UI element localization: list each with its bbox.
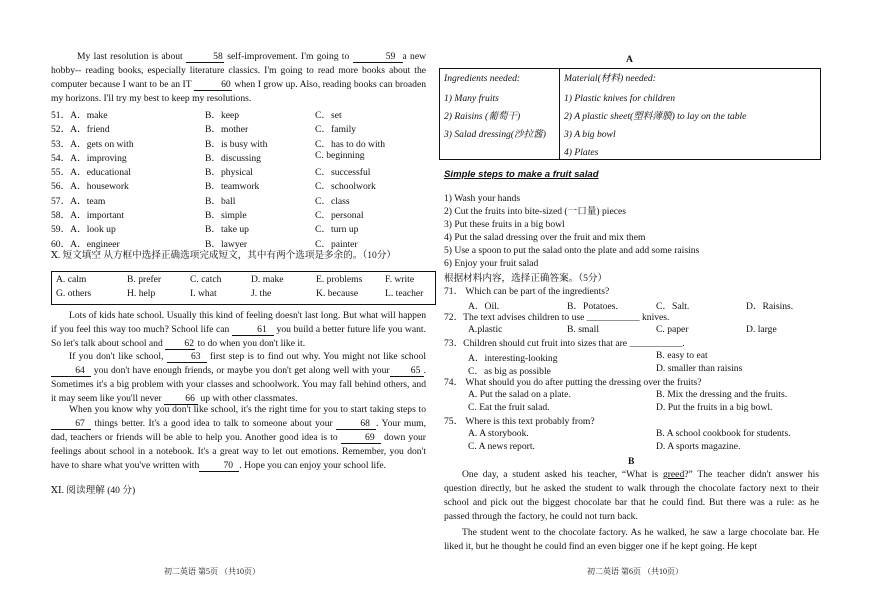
question-71: 71． Which can be part of the ingredients? — [444, 286, 610, 297]
choice-row — [51, 178, 431, 192]
option: C. Eat the fruit salad. — [468, 402, 550, 413]
word-option: F. write — [385, 274, 415, 285]
word-option: K. because — [316, 288, 359, 299]
option: A.plastic — [468, 324, 503, 335]
passage-b-label: B — [628, 456, 635, 467]
choice-c: C．has to do with — [315, 138, 386, 150]
word-option: I. what — [190, 288, 217, 299]
choice-b: B．lawyer — [205, 238, 248, 250]
choice-row — [51, 221, 431, 235]
choice-row — [51, 236, 431, 250]
choice-row — [51, 193, 431, 207]
choice-b: B．discussing — [205, 152, 261, 164]
choice-b: B．take up — [205, 224, 249, 236]
option: D. A sports magazine. — [656, 441, 741, 452]
word-option: E. problems — [316, 274, 363, 285]
passage-a-label: A — [626, 54, 633, 65]
option: B. A school cookbook for students. — [656, 428, 791, 439]
choice-stem: 53．A．gets on with — [51, 138, 134, 150]
step-item: 1) Wash your hands — [444, 193, 521, 204]
word-option: J. the — [251, 288, 272, 299]
blank-64: 64 — [51, 365, 91, 377]
choice-c: C．painter — [315, 238, 358, 250]
choice-b: B．ball — [205, 195, 236, 207]
choice-b: B．is busy with — [205, 138, 268, 150]
choice-stem: 54．A．improving — [51, 152, 127, 164]
section-xi-heading: ⅩⅠ. 阅读理解 (40 分) — [51, 485, 136, 496]
choice-row — [51, 136, 431, 150]
instruction-text: 根据材料内容，选择正确答案。（5分） — [444, 273, 608, 284]
choice-c: C．turn up — [315, 224, 359, 236]
step-item: 2) Cut the fruits into bite-sized (一口量) pieces — [444, 206, 626, 217]
word-option: C. catch — [190, 274, 222, 285]
blank-68: 68 — [336, 418, 376, 430]
option: B. Mix the dressing and the fruits. — [656, 389, 788, 400]
step-item: 6) Enjoy your fruit salad — [444, 258, 539, 269]
blank-67: 67 — [51, 418, 91, 430]
choice-c: C．schoolwork — [315, 181, 376, 193]
blank-59: 59 — [353, 51, 403, 63]
option: B．Potatoes. — [567, 301, 618, 312]
blank-63: 63 — [167, 351, 207, 363]
blank-62: 62 — [165, 338, 195, 350]
option: C. A news report. — [468, 441, 535, 452]
option: A．interesting-looking — [468, 353, 558, 364]
choices-list — [51, 107, 431, 250]
choice-c: C. beginning — [315, 149, 365, 161]
passage-paragraph-2: If you don't like school, 63 first step is to find out why. You might not like school 64 you don't have enough friends, or maybe you don't get along well with your 65 . Sometimes it's a big problem with your classes and schoolwork. You may fall behind others, and it may seem like you'll never 66 up with other classmates. — [51, 351, 426, 404]
blank-61: 61 — [232, 324, 274, 336]
option: D. smaller than raisins — [656, 363, 743, 374]
left-page-footer: 初二英语 第5页 （共10页） — [164, 567, 260, 576]
question-72: 72．The text advises children to use ___________ knives. — [444, 312, 670, 323]
choice-c: C．personal — [315, 210, 364, 222]
choice-stem: 51．A．make — [51, 110, 108, 121]
right-page-footer: 初二英语 第6页 （共10页） — [587, 567, 683, 576]
choice-b: B．physical — [205, 167, 253, 179]
question-74: 74． What should you do after putting the dressing over the fruits? — [444, 377, 702, 388]
option: A. A storybook. — [468, 428, 529, 439]
choice-stem: 59．A．look up — [51, 224, 116, 236]
passage-b-paragraph-1: One day, a student asked his teacher, “What is greed?” The teacher didn't answer his question directly, but he asked the student to walk through the chocolate factory next to their school and pick out the biggest chocolate bar that he could find. But there was a rule: as he passed through the factory, he could not turn back. — [444, 469, 819, 522]
step-item: 5) Use a spoon to put the salad onto the plate and add some raisins — [444, 245, 700, 256]
steps-title: Simple steps to make a fruit salad — [444, 169, 599, 180]
ingredients-header: Ingredients needed: — [444, 73, 521, 84]
choice-b: B．keep — [205, 110, 240, 121]
choice-row — [51, 150, 431, 164]
blank-58: 58 — [186, 51, 224, 63]
option: D. Put the fruits in a big bowl. — [656, 402, 773, 413]
word-option: H. help — [127, 288, 156, 299]
material-item: 1) Plastic knives for children — [564, 93, 676, 104]
option: A. Put the salad on a plate. — [468, 389, 571, 400]
passage-paragraph-1: Lots of kids hate school. Usually this kind of feeling doesn't last long. But what will happen if you feel this way too much? School life can 61 you build a better future life you want. So let's talk about school and 62 to do when you don't like it. — [51, 310, 426, 349]
word-option: L. teacher — [385, 288, 424, 299]
ingredient-item: 2) Raisins (葡萄干) — [444, 111, 521, 122]
word-option: A. calm — [56, 274, 87, 285]
material-item: 3) A big bowl — [564, 129, 616, 140]
word-option: G. others — [56, 288, 92, 299]
choice-stem: 57．A．team — [51, 195, 106, 207]
intro-paragraph: My last resolution is about 58 self-improvement. I'm going to 59 a new hobby-- reading books, especially literature classics. I'm going to read more books about the computer because I want to be an IT 60 when I grow up. Also, reading books can broaden my horizons. I'll try my best to keep my resolutions. — [51, 51, 427, 104]
option: C．as big as possible — [468, 366, 551, 377]
choice-stem: 56．A．housework — [51, 181, 129, 193]
option: B. small — [567, 324, 599, 335]
choice-stem: 58．A．important — [51, 210, 125, 222]
ingredient-item: 1) Many fruits — [444, 93, 499, 104]
option: D．Raisins. — [746, 301, 794, 312]
option: C. paper — [656, 324, 689, 335]
question-75: 75． Where is this text probably from? — [444, 416, 595, 427]
section-x-heading: Ⅹ. 短文填空 从方框中选择正确选项完成短文，其中有两个选项是多余的。（10分） — [51, 250, 397, 261]
passage-b-paragraph-2: The student went to the chocolate factory. As he walked, he saw a large chocolate bar. He liked it, but he thought he could find an even bigger one if he kept going. He kept — [444, 527, 819, 552]
choice-stem: 52．A．friend — [51, 124, 110, 136]
choice-row — [51, 207, 431, 221]
passage-paragraph-3: When you know why you don't like school, it's the right time for you to start taking steps to67 things better. It's a good idea to talk to someone about your 68 . Your mum, dad, teachers or friends will be able to help you. Another good idea is to 69 down your feelings about school in a notebook. It's a great way to let out emotions. Remember, you don't have to share what you've written with 70 . Hope you can enjoy your school life. — [51, 404, 427, 471]
choice-row — [51, 107, 431, 121]
blank-70: 70 — [199, 460, 239, 472]
blank-60: 60 — [194, 79, 232, 91]
word-box — [51, 271, 436, 305]
step-item: 4) Put the salad dressing over the fruit and mix them — [444, 232, 646, 243]
choice-c: C．set — [315, 110, 342, 121]
option: C．Salt. — [656, 301, 690, 312]
choice-c: C．family — [315, 124, 357, 136]
material-item: 4) Plates — [564, 147, 599, 158]
word-option: B. prefer — [127, 274, 162, 285]
ingredients-materials-table — [439, 68, 821, 160]
option: D. large — [746, 324, 777, 335]
choice-b: B．mother — [205, 124, 249, 136]
option: A．Oil. — [468, 301, 500, 312]
option: B. easy to eat — [656, 350, 708, 361]
word-option: D. make — [251, 274, 284, 285]
choice-b: B．simple — [205, 210, 247, 222]
choice-row — [51, 164, 431, 178]
step-item: 3) Put these fruits in a big bowl — [444, 219, 565, 230]
material-item: 2) A plastic sheet(塑料薄膜) to lay on the table — [564, 111, 747, 122]
word-greed: greed — [662, 469, 685, 480]
choice-c: C．successful — [315, 167, 371, 179]
steps-list — [444, 192, 699, 270]
choice-row — [51, 121, 431, 135]
blank-66: 66 — [164, 393, 198, 405]
ingredient-item: 3) Salad dressing(沙拉酱) — [444, 129, 546, 140]
blank-69: 69 — [341, 432, 381, 444]
materials-header: Material(材料) needed: — [564, 73, 656, 84]
choice-stem: 60．A．engineer — [51, 238, 120, 250]
choice-c: C．class — [315, 195, 350, 207]
blank-65: 65 — [390, 365, 424, 377]
choice-stem: 55．A．educational — [51, 167, 131, 179]
choice-b: B．teamwork — [205, 181, 260, 193]
question-73: 73．Children should cut fruit into sizes that are ___________. — [444, 338, 685, 349]
